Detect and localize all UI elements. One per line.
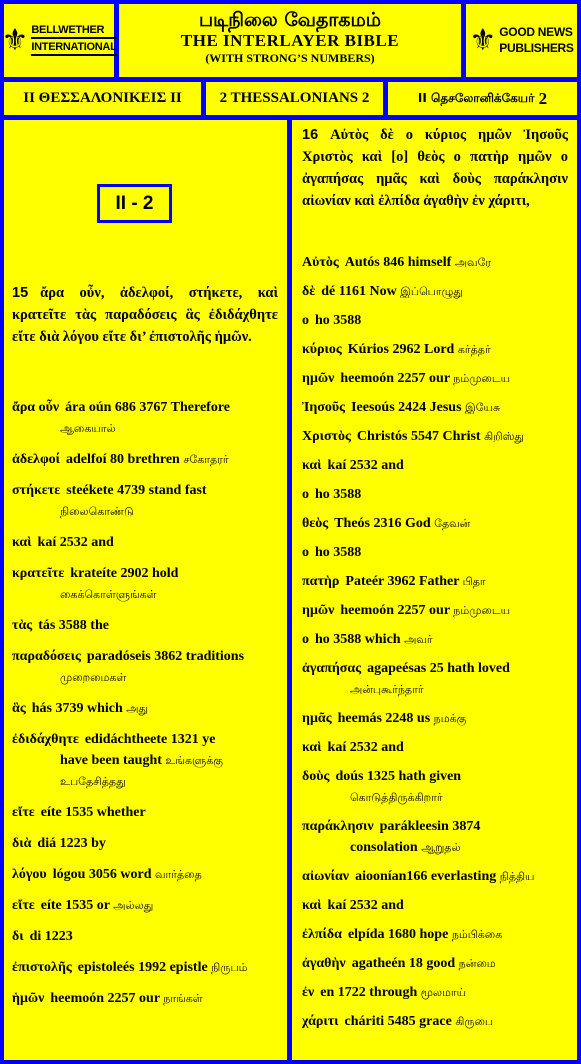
word-entry: [12, 646, 278, 688]
verse-text: [12, 282, 278, 348]
word-entry-line: [12, 750, 278, 792]
word-entry: [302, 455, 568, 476]
word-entry-line: [302, 816, 568, 837]
english-gloss: consolation: [350, 840, 418, 855]
transliteration-strongs-english: steékete 4739 stand fast: [66, 483, 207, 498]
word-entry-line: [12, 532, 278, 553]
word-entry-line: [12, 895, 278, 916]
word-entry-line: [302, 658, 568, 679]
transliteration-strongs-english: elpída 1680 hope: [347, 927, 449, 942]
greek-word: καὶ: [302, 898, 322, 913]
tamil-gloss: நித்திய: [499, 870, 535, 883]
verse-number: 16: [302, 127, 319, 143]
word-entry-line: [302, 484, 568, 505]
word-entry-line: [12, 698, 278, 719]
tamil-gloss: ஆறுதல்: [421, 841, 461, 854]
word-entry-line: [302, 953, 568, 974]
greek-word: χάριτι: [302, 1014, 339, 1029]
word-entry-line: [12, 615, 278, 636]
transliteration-strongs-english: Christós 5547 Christ: [356, 429, 481, 444]
word-entry: [12, 480, 278, 522]
greek-word: τὰς: [12, 618, 33, 633]
tamil-gloss: உங்களுக்கு உபதேசித்தது: [60, 754, 223, 788]
transliteration-strongs-english: aioonían166 everlasting: [355, 869, 497, 884]
word-entry: [302, 816, 568, 858]
word-entry-line: [302, 629, 568, 650]
tamil-gloss: நம்முடைய: [453, 372, 511, 385]
tamil-gloss: இயேசு: [465, 401, 501, 414]
transliteration-strongs-english: adelfoí 80 brethren: [66, 452, 180, 467]
transliteration-strongs-english: agapeésas 25 hath loved: [367, 661, 510, 676]
word-entry-line: [302, 924, 568, 945]
chapter-box: II - 2: [97, 184, 172, 223]
word-entry-line: [302, 837, 568, 858]
greek-word: ἐδιδάχθητε: [12, 732, 79, 747]
word-entry: [12, 802, 278, 823]
transliteration-strongs-english: kaí 2532 and: [327, 898, 404, 913]
logo-line: PUBLISHERS: [499, 40, 574, 55]
tamil-gloss: தேவன்: [434, 517, 471, 530]
word-entry-line: [302, 455, 568, 476]
greek-word: καὶ: [302, 458, 322, 473]
tamil-gloss: வார்த்தை: [155, 868, 202, 881]
greek-word: κρατεῖτε: [12, 566, 65, 581]
tamil-gloss: கொடுத்திருக்கிறார்: [350, 791, 443, 804]
word-entry: [302, 513, 568, 534]
word-entry-line: [302, 426, 568, 447]
word-entry: [302, 982, 568, 1003]
verse-text: [302, 124, 568, 212]
greek-word: κύριος: [302, 342, 342, 357]
transliteration-strongs-english: ho 3588: [315, 487, 362, 502]
greek-word: ο: [302, 545, 309, 560]
greek-word: θεὸς: [302, 516, 329, 531]
word-entry: [12, 729, 278, 792]
word-entry-line: [302, 600, 568, 621]
book-title-english: 2 THESSALONIANS 2: [206, 82, 383, 115]
word-entry: [12, 926, 278, 947]
word-entry-line: [12, 926, 278, 947]
right-column: [292, 120, 577, 1060]
tamil-gloss: சகோதரர்: [183, 453, 229, 466]
tamil-gloss: நிலைகொண்டு: [60, 505, 134, 518]
word-entry-line: [12, 397, 278, 418]
transliteration-strongs-english: ho 3588 which: [315, 632, 401, 647]
transliteration-strongs-english: krateíte 2902 hold: [70, 566, 179, 581]
word-entry-line: [302, 708, 568, 729]
transliteration-strongs-english: dé 1161 Now: [321, 284, 397, 299]
tamil-gloss: கர்த்தர்: [457, 343, 491, 356]
book-title-tamil-text: II தெசலோனிக்கேயர்: [417, 90, 535, 105]
greek-word: ο: [302, 313, 309, 328]
greek-word: ἐν: [302, 985, 315, 1000]
word-entry-line: [12, 563, 278, 584]
word-entry: [12, 864, 278, 885]
word-entry-line: [12, 646, 278, 667]
word-entry: [302, 252, 568, 273]
transliteration-strongs-english: Pateér 3962 Father: [345, 574, 460, 589]
tamil-gloss: நம்பிக்கை: [451, 928, 503, 941]
word-entry-line: [302, 310, 568, 331]
word-entry-line: [302, 737, 568, 758]
word-entry: [302, 310, 568, 331]
tamil-gloss: இப்பொழுது: [400, 285, 463, 298]
tamil-gloss: நன்மை: [458, 957, 496, 970]
word-entry-line: [302, 1011, 568, 1032]
word-entry-line: [302, 281, 568, 302]
transliteration-strongs-english: lógou 3056 word: [52, 867, 152, 882]
word-entry: [302, 924, 568, 945]
tamil-gloss: நமக்கு: [433, 712, 467, 725]
logo-line: INTERNATIONAL: [31, 41, 116, 56]
word-list: [12, 397, 278, 1019]
transliteration-strongs-english: ho 3588: [315, 313, 362, 328]
greek-word: διὰ: [12, 836, 32, 851]
word-entry: [302, 766, 568, 808]
transliteration-strongs-english: heemoón 2257 our: [50, 991, 160, 1006]
title-english: THE INTERLAYER BIBLE: [180, 31, 400, 50]
word-entry-line: [302, 397, 568, 418]
word-entry: [302, 1011, 568, 1032]
transliteration-strongs-english: kaí 2532 and: [327, 740, 404, 755]
word-entry-line: [302, 252, 568, 273]
word-entry: [12, 957, 278, 978]
verse-greek: Αὐτὸς δὲ ο κύριος ημῶν Ἰησοῦς Χριστὸς καὶ [ο] θεὸς ο πατὴρ ημῶν ο ἀγαπήσας ημᾶς καὶ δοὺς παράκλησιν αἰωνίαν καὶ ἐλπίδα ἀγαθὴν ἐν χάριτι,: [302, 127, 568, 209]
word-entry: [302, 600, 568, 621]
harp-icon: ⚜: [1, 22, 29, 58]
word-entry: [302, 542, 568, 563]
word-entry: [12, 698, 278, 719]
greek-word: αἰωνίαν: [302, 869, 350, 884]
word-entry-line: [302, 368, 568, 389]
transliteration-strongs-english: ára oún 686 3767 Therefore: [65, 400, 231, 415]
tamil-gloss: மூலமாய்: [420, 986, 467, 999]
word-entry-line: [302, 339, 568, 360]
book-title-tamil: [388, 82, 577, 115]
greek-word: ἀδελφοί: [12, 452, 61, 467]
greek-word: ἐπιστολῆς: [12, 960, 72, 975]
transliteration-strongs-english: ho 3588: [315, 545, 362, 560]
word-entry-line: [12, 957, 278, 978]
transliteration-strongs-english: diá 1223 by: [37, 836, 106, 851]
greek-word: ἀγαθὴν: [302, 956, 346, 971]
word-entry-line: [12, 833, 278, 854]
tamil-gloss: ஆகையால்: [60, 422, 116, 435]
title-block: [119, 4, 461, 77]
transliteration-strongs-english: tás 3588 the: [38, 618, 109, 633]
transliteration-strongs-english: kaí 2532 and: [327, 458, 404, 473]
transliteration-strongs-english: paradóseis 3862 traditions: [86, 649, 245, 664]
word-entry: [12, 833, 278, 854]
bellwether-logo: [1, 4, 117, 77]
subtitle: (WITH STRONG’S NUMBERS): [205, 51, 375, 65]
greek-word: καὶ: [302, 740, 322, 755]
verse-number: 15: [12, 285, 29, 301]
greek-word: ημῶν: [302, 371, 335, 386]
greek-word: ἡμῶν: [12, 991, 45, 1006]
word-entry-line: [302, 766, 568, 787]
greek-word: εἴτε: [12, 805, 35, 820]
greek-word: παράκλησιν: [302, 819, 374, 834]
tamil-gloss: கிறிஸ்து: [484, 430, 524, 443]
book-title-tamil-number: 2: [538, 88, 548, 108]
word-entry: [12, 615, 278, 636]
tamil-gloss: அல்லது: [113, 899, 154, 912]
tamil-gloss: அது: [126, 702, 149, 715]
verse-greek: ἄρα οὖν, ἀδελφοί, στήκετε, καὶ κρατεῖτε τὰς παραδόσεις ἃς ἐδιδάχθητε εἴτε διὰ λόγου εἴτε δι’ ἐπιστολῆς ἡμῶν.: [12, 285, 278, 345]
word-entry-line: [12, 864, 278, 885]
greek-word: ἀγαπήσας: [302, 661, 362, 676]
greek-word: ἄρα οὖν: [12, 400, 60, 415]
tamil-gloss: நம்முடைய: [453, 604, 511, 617]
greek-word: ο: [302, 487, 309, 502]
word-entry: [302, 484, 568, 505]
harp-icon: ⚜: [469, 22, 497, 58]
tamil-gloss: கிருபை: [455, 1015, 494, 1028]
word-entry: [12, 449, 278, 470]
greek-word: Ἰησοῦς: [302, 400, 346, 415]
word-entry: [12, 397, 278, 439]
word-entry-line: [12, 988, 278, 1009]
transliteration-strongs-english: heemás 2248 us: [337, 711, 431, 726]
word-entry-line: [12, 729, 278, 750]
word-entry-line: [302, 571, 568, 592]
word-entry-line: [12, 449, 278, 470]
word-entry-line: [302, 982, 568, 1003]
transliteration-strongs-english: Kúrios 2962 Lord: [347, 342, 455, 357]
word-entry-line: [302, 542, 568, 563]
transliteration-strongs-english: epistoleés 1992 epistle: [77, 960, 208, 975]
greek-word: λόγου: [12, 867, 47, 882]
word-entry: [302, 708, 568, 729]
book-title-greek: II ΘΕΣΣΑΛΟΝΙΚΕΙΣ II: [4, 82, 201, 115]
word-entry: [302, 426, 568, 447]
transliteration-strongs-english: edidáchtheete 1321 ye: [84, 732, 216, 747]
word-entry: [302, 571, 568, 592]
word-entry-line: [302, 866, 568, 887]
greek-word: ἃς: [12, 701, 26, 716]
word-list: [302, 252, 568, 1040]
greek-word: δοὺς: [302, 769, 330, 784]
tamil-gloss: முறைமைகள்: [60, 671, 127, 684]
good-news-logo: [466, 4, 577, 77]
word-entry-line: [302, 513, 568, 534]
transliteration-strongs-english: agatheén 18 good: [351, 956, 456, 971]
logo-line: BELLWETHER: [31, 24, 116, 39]
greek-word: δὲ: [302, 284, 316, 299]
word-entry: [12, 532, 278, 553]
transliteration-strongs-english: doús 1325 hath given: [335, 769, 462, 784]
word-entry: [302, 368, 568, 389]
word-entry-line: [12, 480, 278, 501]
greek-word: ημῶν: [302, 603, 335, 618]
greek-word: καὶ: [12, 535, 32, 550]
word-entry: [302, 866, 568, 887]
word-entry: [302, 953, 568, 974]
transliteration-strongs-english: heemoón 2257 our: [340, 603, 450, 618]
left-column: [4, 120, 287, 1060]
greek-word: παραδόσεις: [12, 649, 81, 664]
greek-word: Αὐτὸς: [302, 255, 339, 270]
word-entry-line: [302, 895, 568, 916]
word-entry: [302, 397, 568, 418]
greek-word: στήκετε: [12, 483, 61, 498]
greek-word: πατὴρ: [302, 574, 340, 589]
word-entry: [12, 563, 278, 605]
transliteration-strongs-english: eíte 1535 whether: [40, 805, 146, 820]
tamil-gloss: அன்புகூர்ந்தார்: [350, 683, 424, 696]
transliteration-strongs-english: cháriti 5485 grace: [344, 1014, 452, 1029]
greek-word: δι: [12, 929, 24, 944]
word-entry: [302, 339, 568, 360]
tamil-gloss: நிருபம்: [211, 961, 248, 974]
transliteration-strongs-english: Theós 2316 God: [334, 516, 431, 531]
transliteration-strongs-english: parákleesin 3874: [379, 819, 481, 834]
transliteration-strongs-english: kaí 2532 and: [37, 535, 114, 550]
greek-word: ημᾶς: [302, 711, 332, 726]
word-entry: [302, 895, 568, 916]
transliteration-strongs-english: Ieesoús 2424 Jesus: [351, 400, 462, 415]
word-entry: [12, 988, 278, 1009]
transliteration-strongs-english: heemoón 2257 our: [340, 371, 450, 386]
tamil-gloss: நாங்கள்: [163, 992, 203, 1005]
tamil-gloss: கைக்கொள்ளுங்கள்: [60, 588, 157, 601]
word-entry: [302, 737, 568, 758]
greek-word: ο: [302, 632, 309, 647]
transliteration-strongs-english: hás 3739 which: [31, 701, 123, 716]
greek-word: ἐλπίδα: [302, 927, 342, 942]
word-entry: [12, 895, 278, 916]
transliteration-strongs-english: eíte 1535 or: [40, 898, 110, 913]
greek-word: εἴτε: [12, 898, 35, 913]
transliteration-strongs-english: Autós 846 himself: [344, 255, 452, 270]
word-entry: [302, 658, 568, 700]
word-entry-line: [12, 802, 278, 823]
word-entry: [302, 629, 568, 650]
english-gloss: have been taught: [60, 753, 162, 768]
greek-word: Χριστὸς: [302, 429, 351, 444]
word-entry: [302, 281, 568, 302]
transliteration-strongs-english: en 1722 through: [320, 985, 418, 1000]
title-tamil: படிநிலை வேதாகமம்: [198, 9, 382, 31]
transliteration-strongs-english: di 1223: [29, 929, 73, 944]
tamil-gloss: பிதா: [462, 575, 486, 588]
tamil-gloss: அவர்: [404, 633, 433, 646]
tamil-gloss: அவரே: [454, 256, 492, 269]
logo-line: GOOD NEWS: [499, 24, 573, 39]
